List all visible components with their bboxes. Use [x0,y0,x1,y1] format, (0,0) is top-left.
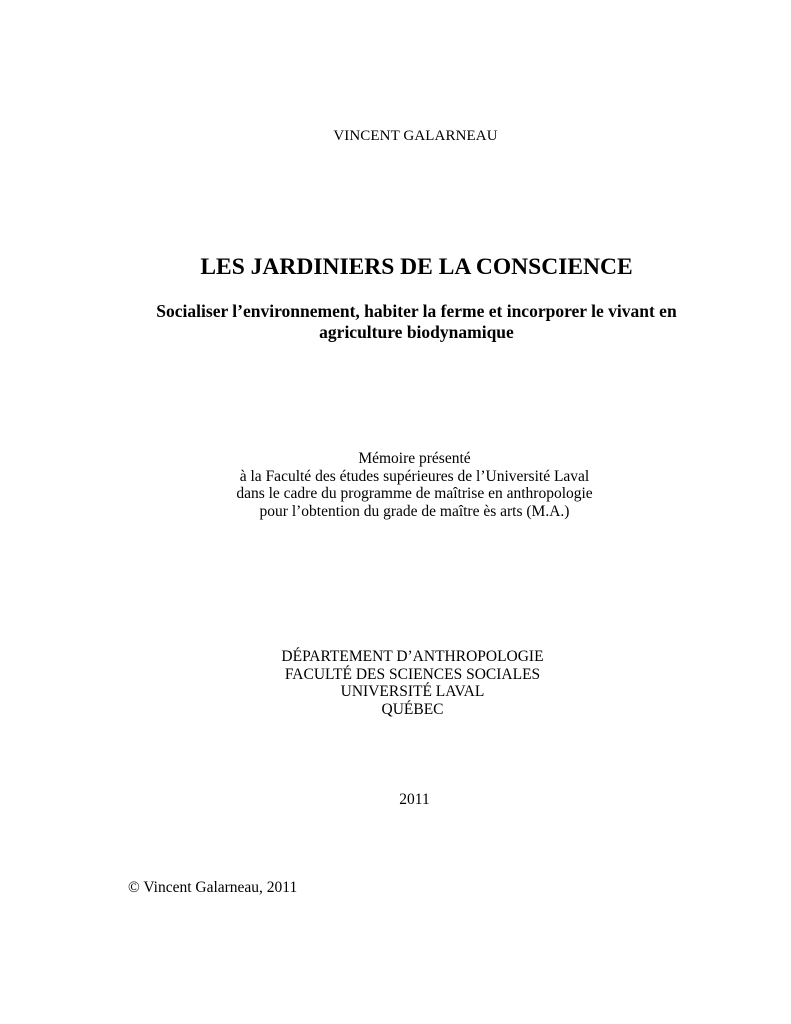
year: 2011 [399,791,430,808]
institution-block [17,648,791,718]
thesis-subtitle [21,301,791,343]
author-name: VINCENT GALARNEAU [333,128,498,144]
memoire-line: à la Faculté des études supérieures de l’Université Laval [239,467,590,485]
memoire-line: dans le cadre du programme de maîtrise en anthropologie [236,485,593,502]
thesis-title: LES JARDINIERS DE LA CONSCIENCE [200,254,633,280]
faculty-name: FACULTÉ DES SCIENCES SOCIALES [284,665,541,683]
city-name: QUÉBEC [381,700,444,718]
memoire-statement [19,450,791,520]
university-name: UNIVERSITÉ LAVAL [340,683,485,700]
subtitle-line: Socialiser l’environnement, habiter la ferme et incorporer le vivant en [156,301,677,321]
department-name: DÉPARTEMENT D’ANTHROPOLOGIE [281,648,544,665]
memoire-line: Mémoire présenté [358,450,471,467]
subtitle-line: agriculture biodynamique [319,322,514,342]
copyright-notice: © Vincent Galarneau, 2011 [128,879,298,896]
memoire-line: pour l’obtention du grade de maître ès arts (M.A.) [259,502,570,520]
